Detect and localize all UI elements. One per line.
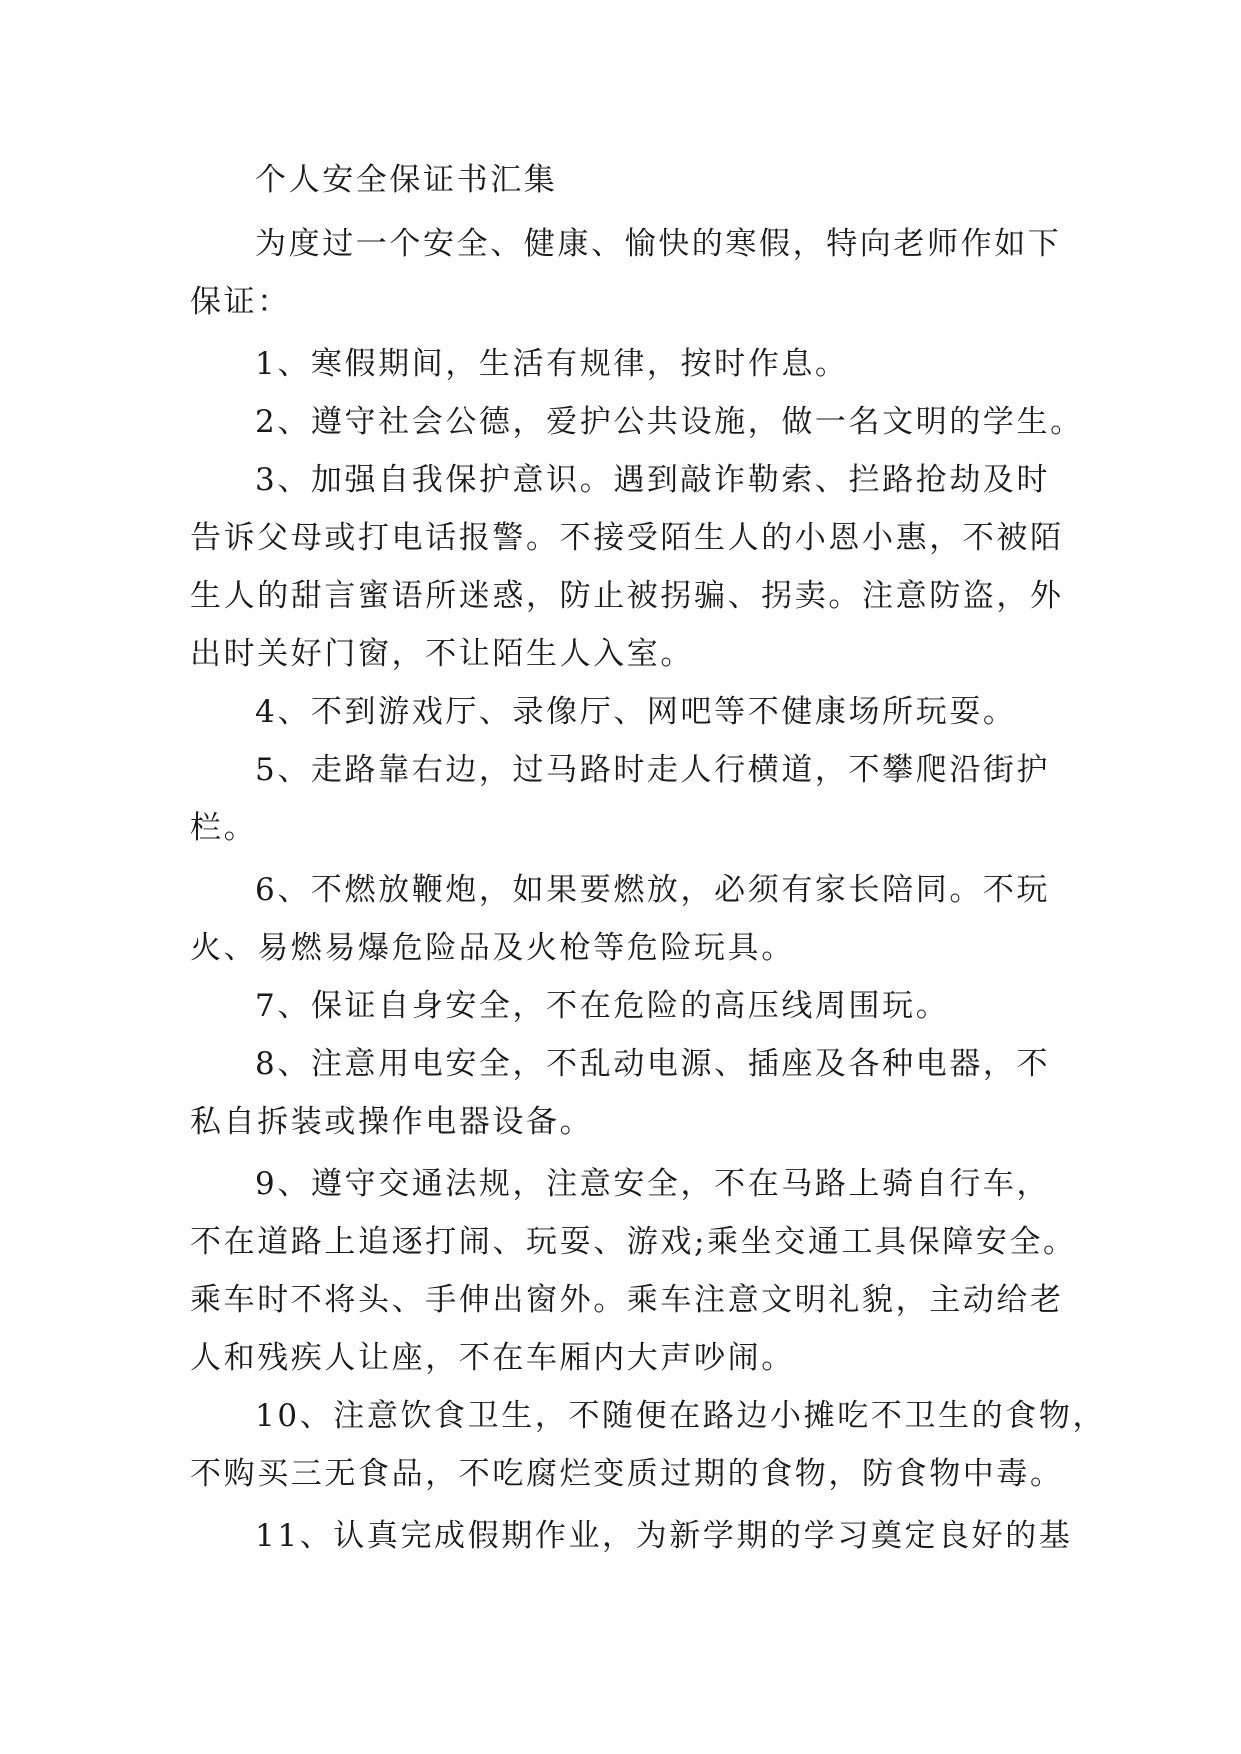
item-3-line-4: 出时关好门窗，不让陌生人入室。: [190, 636, 694, 672]
item-3-line-1: 3、加强自我保护意识。遇到敲诈勒索、拦路抢劫及时: [255, 462, 1051, 498]
item-2-line-1: 2、遵守社会公德，爱护公共设施，做一名文明的学生。: [255, 404, 1084, 440]
item-10-line-1: 10、注意饮食卫生，不随便在路边小摊吃不卫生的食物，: [255, 1398, 1107, 1434]
item-10-line-2: 不购买三无食品，不吃腐烂变质过期的食物，防食物中毒。: [190, 1456, 1064, 1492]
item-1-line-1: 1、寒假期间，生活有规律，按时作息。: [255, 346, 849, 382]
item-6-line-1: 6、不燃放鞭炮，如果要燃放，必须有家长陪同。不玩: [255, 872, 1051, 908]
document-title: 个人安全保证书汇集: [255, 162, 558, 198]
item-3-line-2: 告诉父母或打电话报警。不接受陌生人的小恩小惠，不被陌: [190, 520, 1064, 556]
item-8-line-2: 私自拆装或操作电器设备。: [190, 1104, 594, 1140]
paragraph-intro-line-1: 为度过一个安全、健康、愉快的寒假，特向老师作如下: [255, 226, 1062, 262]
item-5-line-2: 栏。: [190, 810, 258, 846]
item-8-line-1: 8、注意用电安全，不乱动电源、插座及各种电器，不: [255, 1046, 1051, 1082]
item-5-line-1: 5、走路靠右边，过马路时走人行横道，不攀爬沿街护: [255, 752, 1051, 788]
item-9-line-3: 乘车时不将头、手伸出窗外。乘车注意文明礼貌，主动给老: [190, 1282, 1064, 1318]
item-9-line-1: 9、遵守交通法规，注意安全，不在马路上骑自行车，: [255, 1166, 1051, 1202]
paragraph-intro-line-2: 保证：: [190, 284, 291, 320]
item-6-line-2: 火、易燃易爆危险品及火枪等危险玩具。: [190, 930, 795, 966]
item-4-line-1: 4、不到游戏厅、录像厅、网吧等不健康场所玩耍。: [255, 694, 1017, 730]
item-7-line-1: 7、保证自身安全，不在危险的高压线周围玩。: [255, 988, 950, 1024]
item-3-line-3: 生人的甜言蜜语所迷惑，防止被拐骗、拐卖。注意防盗，外: [190, 578, 1064, 614]
item-9-line-4: 人和残疾人让座，不在车厢内大声吵闹。: [190, 1340, 795, 1376]
item-11-line-1: 11、认真完成假期作业，为新学期的学习奠定良好的基: [255, 1518, 1073, 1554]
item-9-line-2: 不在道路上追逐打闹、玩耍、游戏;乘坐交通工具保障安全。: [190, 1224, 1077, 1260]
